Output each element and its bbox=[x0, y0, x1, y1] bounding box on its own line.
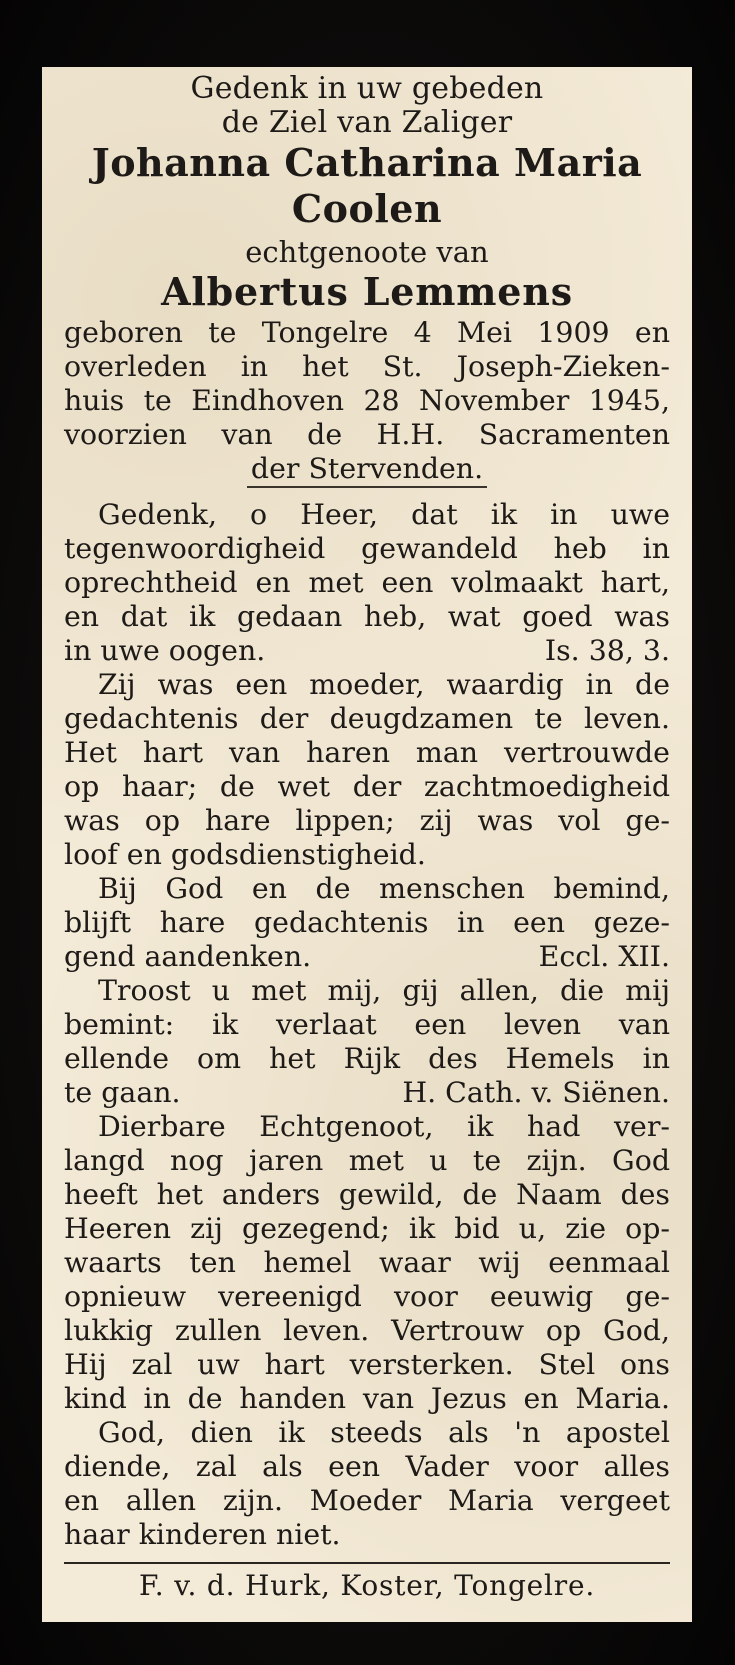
scripture-reference: Eccl. XII. bbox=[538, 940, 670, 973]
prayer-line: gend aandenken. bbox=[64, 940, 312, 973]
bio-line: huis te Eindhoven 28 November 1945, bbox=[64, 384, 670, 417]
prayer-line: bemint: ik verlaat een leven van bbox=[64, 1008, 670, 1041]
prayer-paragraph-5 bbox=[64, 1110, 670, 1416]
bio-line: geboren te Tongelre 4 Mei 1909 en bbox=[64, 316, 670, 349]
prayer-paragraph-2 bbox=[64, 668, 670, 872]
biography bbox=[64, 316, 670, 486]
prayer-line: diende, zal als een Vader voor alles bbox=[64, 1450, 670, 1483]
prayer-line bbox=[64, 1518, 670, 1552]
prayer-line: Heeren zij gezegend; ik bid u, zie op- bbox=[64, 1212, 670, 1245]
prayer-line-text: haar kinderen niet. bbox=[64, 1518, 341, 1551]
prayer-line: was op hare lippen; zij was vol ge- bbox=[64, 804, 670, 837]
prayer-line: langd nog jaren met u te zijn. God bbox=[64, 1144, 670, 1177]
prayer-line: blijft hare gedachtenis in een geze- bbox=[64, 906, 670, 939]
prayer-paragraph-4 bbox=[64, 974, 670, 1110]
prayer-card bbox=[42, 67, 692, 1622]
deceased-name-line-2: Coolen bbox=[291, 186, 443, 231]
scripture-reference: H. Cath. v. Siënen. bbox=[402, 1076, 670, 1109]
prayer-line: waarts ten hemel waar wij eenmaal bbox=[64, 1246, 670, 1279]
prayer-line: Het hart van haren man vertrouwde bbox=[64, 736, 670, 769]
deceased-name-line-1: Johanna Catharina Maria bbox=[91, 140, 643, 185]
prayer-line: Bij God en de menschen bemind, bbox=[98, 872, 670, 905]
prayer-line: lukkig zullen leven. Vertrouw op God, bbox=[64, 1314, 670, 1347]
prayer-line: en allen zijn. Moeder Maria vergeet bbox=[64, 1484, 670, 1517]
prayer-line: opnieuw vereenigd voor eeuwig ge- bbox=[64, 1280, 670, 1313]
prayer-line-with-reference bbox=[64, 634, 670, 668]
prayer-line: Troost u met mij, gij allen, die mij bbox=[98, 974, 670, 1007]
prayer-line: op haar; de wet der zachtmoedigheid bbox=[64, 770, 670, 803]
prayer-line: kind in de handen van Jezus en Maria. bbox=[64, 1382, 670, 1415]
prayer-paragraph-6 bbox=[64, 1416, 670, 1552]
prayer-line: ellende om het Rijk des Hemels in bbox=[64, 1042, 670, 1075]
bio-line: voorzien van de H.H. Sacramenten bbox=[64, 418, 670, 451]
prayer-line: God, dien ik steeds als 'n apostel bbox=[98, 1416, 670, 1449]
bio-line: der Stervenden. bbox=[250, 452, 484, 485]
prayer-line: Hij zal uw hart versterken. Stel ons bbox=[64, 1348, 670, 1381]
prayer-line-text: loof en godsdienstigheid. bbox=[64, 838, 426, 871]
prayer-line: in uwe oogen. bbox=[64, 634, 266, 667]
prayer-line: Gedenk, o Heer, dat ik in uwe bbox=[98, 498, 670, 531]
prayer-line: Dierbare Echtgenoot, ik had ver- bbox=[98, 1110, 670, 1143]
prayer-line: oprechtheid en met een volmaakt hart, bbox=[64, 566, 670, 599]
printer-credit: F. v. d. Hurk, Koster, Tongelre. bbox=[138, 1569, 596, 1602]
prayer-paragraph-3 bbox=[64, 872, 670, 974]
prayer-line-with-reference bbox=[64, 1076, 670, 1110]
scripture-reference: Is. 38, 3. bbox=[544, 634, 670, 667]
prayer-line: te gaan. bbox=[64, 1076, 181, 1109]
bio-line: overleden in het St. Joseph-Zieken- bbox=[64, 350, 670, 383]
heading-line-1: Gedenk in uw gebeden bbox=[190, 71, 544, 106]
prayer-line: heeft het anders gewild, de Naam des bbox=[64, 1178, 670, 1211]
spouse-label: echtgenoote van bbox=[245, 235, 489, 269]
prayer-line: en dat ik gedaan heb, wat goed was bbox=[64, 600, 670, 633]
prayer-paragraph-1 bbox=[64, 498, 670, 668]
prayer-line: tegenwoordigheid gewandeld heb in bbox=[64, 532, 670, 565]
prayer-line-with-reference bbox=[64, 940, 670, 974]
heading-line-2: de Ziel van Zaliger bbox=[221, 105, 513, 140]
prayer-line bbox=[64, 838, 670, 872]
prayer-line: gedachtenis der deugdzamen te leven. bbox=[64, 702, 670, 735]
spouse-name: Albertus Lemmens bbox=[161, 269, 573, 314]
prayer-line: Zij was een moeder, waardig in de bbox=[98, 668, 670, 701]
